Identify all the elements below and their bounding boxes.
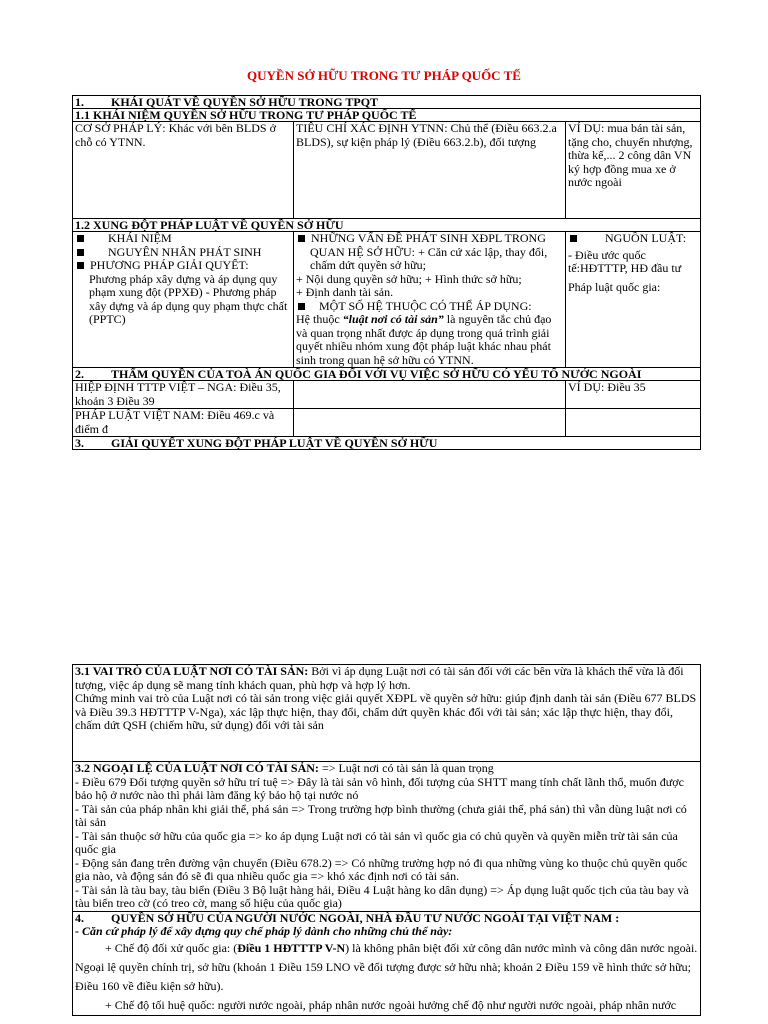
document-title: QUYỀN SỞ HỮU TRONG TƯ PHÁP QUỐC TẾ [247,68,521,83]
list-item: NGUYÊN NHÂN PHÁT SINH [75,246,291,260]
section-3-2-cell: 3.2 NGOẠI LỆ CỦA LUẬT NƠI CÓ TÀI SẢN: => Luật nơi có tài sản là quan trọng - Điều 679 Đối tượng quyền sở hữu trí tuệ => Đây là tài sản vô hình, đối tượng của SHTT mang tính chất lãnh thổ, muốn được bảo hộ ở nước nào thì phải làm đăng ký bảo hộ tại nước nó - Tài sản của pháp nhân khi giải thể, phá sản => Trong trường hợp bình thường (chưa giải thể, phá sản) thì vẫn dùng luật nơi có tài sản - Tài sản thuộc sở hữu của quốc gia => ko áp dụng Luật nơi có tài sản vì quốc gia có chủ quyền và quyền miễn trừ tài sản của quốc gia - Động sản đang trên đường vận chuyển (Điều 678.2) => Có những trường hợp nó đi qua những vùng ko thuộc chủ quyền quốc gia nào, và động sản đó sẽ đi qua nhiều quốc gia => khó xác định nơi có tài sản. - Tài sản là tàu bay, tàu biển (Điều 3 Bộ luật hàng hải, Điều 4 Luật hàng ko dân dụng) => Áp dụng luật quốc tịch của tàu bay và tàu biển treo cờ (có treo cờ, mang số hiệu của quốc gia) [73,762,701,912]
example-cell: VÍ DỤ: mua bán tài sản, tặng cho, chuyển nhượng, thừa kế,... 2 công dân VN ký hợp đồng mua xe ở nước ngoài [566,122,701,219]
treaty-cell: HIỆP ĐỊNH TTTP VIỆT – NGA: Điều 35, khoản 3 Điều 39 [73,381,294,409]
summary-table-bottom [72,664,701,1016]
summary-table-top [72,95,701,450]
section-1-heading: 1. KHÁI QUÁT VỀ QUYỀN SỞ HỮU TRONG TPQT [73,96,701,109]
section-1-1-heading: 1.1 KHÁI NIỆM QUYỀN SỞ HỮU TRONG TƯ PHÁP QUỐC TẾ [73,109,701,122]
sources-of-law-cell: NGUỒN LUẬT: - Điều ước quốc tế:HĐTTTP, HĐ đầu tư Pháp luật quốc gia: [566,232,701,368]
list-item: - Tài sản thuộc sở hữu của quốc gia => ko áp dụng Luật nơi có tài sản vì quốc gia có chủ quyền và quyền miễn trừ tài sản của quốc gia [75,828,678,856]
section-2-heading: 2. THẨM QUYỀN CỦA TOÀ ÁN QUỐC GIA ĐỐI VỚI VỤ VIỆC SỞ HỮU CÓ YẾU TỐ NƯỚC NGOÀI [73,368,701,381]
list-item: - Động sản đang trên đường vận chuyển (Điều 678.2) => Có những trường hợp nó đi qua những vùng ko thuộc chủ quyền quốc gia nào, và động sản đó sẽ đi qua nhiều quốc gia => khó xác định nơi có tài sản. [75,855,688,883]
list-item: MỘT SỐ HỆ THUỘC CÓ THỂ ÁP DỤNG: [296,300,563,314]
square-bullet-icon [298,303,305,310]
national-treatment-paragraph: + Chế độ đối xử quốc gia: (Điều 1 HĐTTTP V-N) là không phân biệt đối xử công dân nước mình và công dân nước ngoài. Ngoại lệ quyền chính trị, sở hữu (khoản 1 Điều 159 LNO về đối tượng được sở hữu nhà; khoản 2 Điều 159 về hình thức sở hữu; Điều 160 về điều kiện sở hữu). [75,940,698,993]
legal-basis-cell: CƠ SỞ PHÁP LÝ: Khác với bên BLDS ở chỗ có YTNN. [73,122,294,219]
empty-cell [294,409,566,437]
mfn-paragraph: + Chế độ tối huệ quốc: người nước ngoài, pháp nhân nước ngoài hưởng chế độ như người nước ngoài, pháp nhân nước [105,997,677,1012]
section-3-1-heading: 3.1 VAI TRÒ CỦA LUẬT NƠI CÓ TÀI SẢN: [75,664,309,678]
empty-cell [566,409,701,437]
list-item: NGUỒN LUẬT: [568,232,698,246]
section-3-heading: 3. GIẢI QUYẾT XUNG ĐỘT PHÁP LUẬT VỀ QUYỀN SỞ HỮU [73,437,701,450]
section-3-1-cell: 3.1 VAI TRÒ CỦA LUẬT NƠI CÓ TÀI SẢN: Bởi vì áp dụng Luật nơi có tài sản đối với các bên vừa là khách thể vừa là đối tượng, việc áp dụng sẽ mang tính khách quan, phù hợp và hợp lý hơn. Chứng minh vai trò của Luật nơi có tài sản trong việc giải quyết XĐPL về quyền sở hữu: giúp định danh tài sản (Điều 677 BLDS và Điều 39.3 HĐTTTP V-Nga), xác lập thực hiện, thay đổi, chấm dứt quyền khác đối với tài sản; xác lập thực hiện, thay đổi, chấm dứt QSH (chiếm hữu, sử dụng) đối với tài sản [73,665,701,762]
legal-basis-label: - Căn cứ pháp lý để xây dựng quy chế pháp lý dành cho những chủ thể này: [75,924,453,938]
conflict-concepts-cell [73,232,294,368]
section-4-cell [73,911,701,1015]
square-bullet-icon [298,235,305,242]
list-item: - Điều 679 Đối tượng quyền sở hữu trí tuệ => Đây là tài sản vô hình, đối tượng của SHTT mang tính chất lãnh thổ, muốn được bảo hộ ở nước nào thì phải làm đăng ký bảo hộ tại nước nó [75,774,684,802]
lex-situs-paragraph: Hệ thuộc “luật nơi có tài sản” là nguyên tắc chủ đạo và quan trọng nhất được áp dụng trong quá trình giải quyết nhiều nhóm xung đột pháp luật khác nhau phát sinh trong quan hệ sở hữu có YTNN. [296,312,552,367]
list-item: KHÁI NIỆM [75,232,291,246]
foreign-element-criteria-cell: TIÊU CHÍ XÁC ĐỊNH YTNN: Chủ thể (Điều 663.2.a BLDS), sự kiện pháp lý (Điều 663.2.b), đối tượng [294,122,566,219]
example-cell: VÍ DỤ: Điều 35 [566,381,701,409]
method-description: Phương pháp xây dựng và áp dụng quy phạm xung đột (PPXĐ) - Phương pháp xây dựng và áp dụng quy phạm thực chất (PPTC) [89,271,288,326]
list-item: - Tài sản của pháp nhân khi giải thể, phá sản => Trong trường hợp bình thường (chưa giải thể, phá sản) thì vẫn dùng luật nơi có tài sản [75,801,687,829]
square-bullet-icon [77,262,84,269]
conflict-issues-cell: NHỮNG VẤN ĐỀ PHÁT SINH XĐPL TRONG QUAN HỆ SỞ HỮU: + Căn cứ xác lập, thay đổi, chấm dứt quyền sở hữu; + Nội dung quyền sở hữu; + Hình thức sở hữu; + Định danh tài sản. MỘT SỐ HỆ THUỘC CÓ THỂ ÁP DỤNG: Hệ thuộc “luật nơi có tài sản” là nguyên tắc chủ đạo và quan trọng nhất được áp dụng trong quá trình giải quyết nhiều nhóm xung đột pháp luật khác nhau phát sinh trong quan hệ sở hữu có YTNN. [294,232,566,368]
list-item: PHƯƠNG PHÁP GIẢI QUYẾT: [75,259,291,273]
section-3-2-heading: 3.2 NGOẠI LỆ CỦA LUẬT NƠI CÓ TÀI SẢN: [75,761,319,775]
vietnam-law-cell: PHÁP LUẬT VIỆT NAM: Điều 469.c và điểm đ [73,409,294,437]
list-item: - Tài sản là tàu bay, tàu biển (Điều 3 Bộ luật hàng hải, Điều 4 Luật hàng ko dân dụng) => Áp dụng luật quốc tịch của tàu bay và tàu biển treo cờ (có treo cờ, mang số hiệu của quốc gia) [75,882,689,910]
section-4-heading: 4. QUYỀN SỞ HỮU CỦA NGƯỜI NƯỚC NGOÀI, NHÀ ĐẦU TƯ NƯỚC NGOÀI TẠI VIỆT NAM : [75,910,620,925]
empty-cell [294,381,566,409]
section-1-2-heading: 1.2 XUNG ĐỘT PHÁP LUẬT VỀ QUYỀN SỞ HỮU [73,219,701,232]
list-item: NHỮNG VẤN ĐỀ PHÁT SINH XĐPL TRONG QUAN HỆ SỞ HỮU: + Căn cứ xác lập, thay đổi, chấm dứt quyền sở hữu; [296,232,563,273]
square-bullet-icon [77,249,84,256]
square-bullet-icon [77,235,84,242]
square-bullet-icon [570,235,577,242]
